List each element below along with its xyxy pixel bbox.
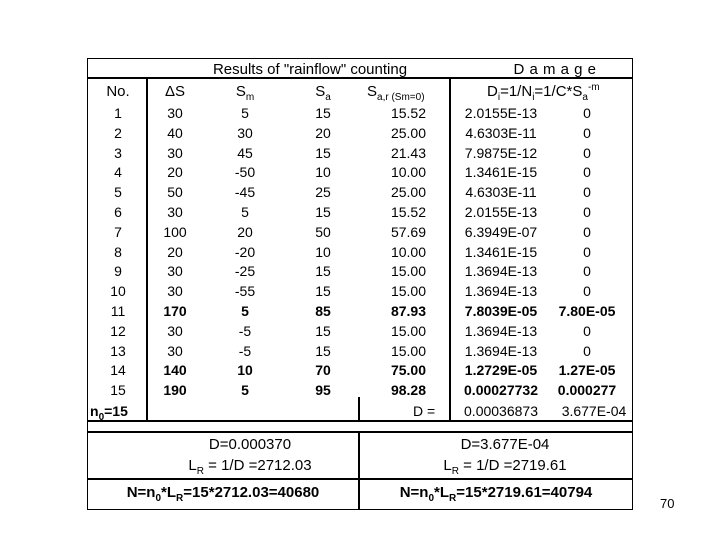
cell-delta-s: 140 [163,362,187,378]
cell-sm: 10 [237,362,253,378]
cell-delta-s: 30 [167,263,183,279]
cell-damage-d1: 1.3461E-15 [464,244,538,260]
cell-sar: 15.52 [390,204,426,220]
cell-no: 12 [110,323,126,339]
cell-damage-d2: 0 [583,283,591,299]
header-sa: $S_a$ [315,83,331,103]
header-delta-s: ΔS [164,83,186,100]
header-no: No. [106,83,130,100]
cell-sa: 10 [315,164,331,180]
cell-damage-d2: 0 [583,224,591,240]
cell-no: 11 [110,303,126,319]
cell-delta-s: 30 [167,283,183,299]
cell-sm: 30 [237,125,253,141]
cell-sm: -50 [234,164,256,180]
cell-no: 13 [110,343,126,359]
cell-damage-d2: 7.80E-05 [558,303,616,319]
cell-damage-d1: 6.3949E-07 [464,224,538,240]
footer-left-life: $L_R = 1/D =2712.03$ [188,457,312,477]
cell-sa: 15 [315,283,331,299]
cell-no: 7 [114,224,122,240]
cell-damage-d2: 0 [583,145,591,161]
cell-sar: 15.00 [390,283,426,299]
cell-sa: 15 [315,105,331,121]
footer-top-line [87,431,633,433]
cell-no: 1 [114,105,122,121]
cell-delta-s: 30 [167,204,183,220]
cell-delta-s: 20 [167,244,183,260]
cell-delta-s: 50 [167,184,183,200]
total-damage-d1: 0.00036873 [464,403,538,419]
cell-damage-d2: 0 [583,184,591,200]
cell-damage-d1: 7.9875E-12 [464,145,538,161]
cell-sar: 21.43 [390,145,426,161]
cell-no: 6 [114,204,122,220]
cell-damage-d1: 1.3694E-13 [464,323,538,339]
cell-sa: 15 [315,145,331,161]
cell-delta-s: 100 [163,224,187,240]
cell-damage-d1: 7.8039E-05 [464,303,538,319]
cell-no: 14 [110,362,126,378]
footer-right-damage: D=3.677E-04 [460,436,550,453]
footer-mid-line [87,478,633,480]
cell-no: 10 [110,283,126,299]
cell-sar: 25.00 [390,125,426,141]
header-sm: $S_m$ [235,83,255,103]
cell-damage-d1: 0.00027732 [464,382,538,398]
cell-damage-d1: 1.3461E-15 [464,164,538,180]
cell-sm: 20 [237,224,253,240]
footer-right-life: $L_R = 1/D =2719.61$ [443,457,567,477]
cell-no: 9 [114,263,122,279]
cell-damage-d2: 0 [583,244,591,260]
cell-sar: 75.00 [390,362,426,378]
cell-sm: 5 [241,105,249,121]
cell-damage-d1: 1.3694E-13 [464,283,538,299]
cell-damage-d2: 0 [583,204,591,220]
cell-sm: -25 [234,263,256,279]
footer-right-cycles: $N=n_0*L_R=15*2719.61=40794$ [399,484,593,504]
footer-left-cycles: $N=n_0*L_R=15*2712.03=40680$ [126,484,320,504]
cell-damage-d1: 2.0155E-13 [464,204,538,220]
cell-damage-d1: 4.6303E-11 [465,125,537,141]
cell-delta-s: 30 [167,145,183,161]
cell-sar: 25.00 [390,184,426,200]
cell-no: 2 [114,125,122,141]
cell-sm: -45 [234,184,256,200]
cell-no: 4 [114,164,122,180]
cell-delta-s: 170 [163,303,187,319]
cell-sa: 10 [315,244,331,260]
cell-sa: 15 [315,263,331,279]
rainflow-title: Results of "rainflow" counting [212,61,408,78]
cell-sm: -55 [234,283,256,299]
damage-title: D a m a g e [513,61,597,78]
header-damage-formula: $D_i=1/N_i=1/C*S_a^{-m}$ [487,82,600,103]
cell-damage-d1: 1.3694E-13 [464,343,538,359]
total-damage-label: D = [413,403,436,419]
cell-sa: 70 [315,362,331,378]
cell-damage-d2: 0 [583,323,591,339]
cell-sa: 95 [315,382,331,398]
cell-sa: 15 [315,204,331,220]
cell-sm: 5 [241,382,249,398]
footer-left-damage: D=0.000370 [208,436,292,453]
cell-damage-d1: 4.6303E-11 [465,184,537,200]
cell-sa: 50 [315,224,331,240]
total-damage-d2: 3.677E-04 [561,403,627,419]
cell-damage-d2: 1.27E-05 [558,362,616,378]
cell-sm: -5 [238,323,252,339]
cell-sar: 10.00 [390,164,426,180]
cell-no: 3 [114,145,122,161]
col-divider-sar [358,397,360,420]
cell-delta-s: 20 [167,164,183,180]
body-bottom-line [87,420,633,422]
cell-sm: 45 [237,145,253,161]
cell-no: 15 [110,382,126,398]
cell-damage-d2: 0 [583,263,591,279]
cell-sar: 87.93 [390,303,426,319]
cell-delta-s: 40 [167,125,183,141]
header-sar: $S_{a,r (Sm=0)}$ [367,83,425,103]
n0-label: $n_0=15$ [90,403,128,423]
cell-delta-s: 30 [167,323,183,339]
cell-sa: 15 [315,323,331,339]
cell-sar: 15.00 [390,343,426,359]
cell-delta-s: 190 [163,382,187,398]
cell-damage-d2: 0 [583,125,591,141]
page-number: 70 [660,496,675,511]
cell-no: 5 [114,184,122,200]
cell-sa: 25 [315,184,331,200]
cell-damage-d2: 0 [583,164,591,180]
cell-damage-d2: 0 [583,343,591,359]
cell-damage-d2: 0 [583,105,591,121]
cell-delta-s: 30 [167,343,183,359]
cell-damage-d1: 1.3694E-13 [464,263,538,279]
cell-sar: 15.52 [390,105,426,121]
cell-sa: 15 [315,343,331,359]
cell-sar: 10.00 [390,244,426,260]
cell-sar: 57.69 [390,224,426,240]
cell-delta-s: 30 [167,105,183,121]
cell-sm: -5 [238,343,252,359]
cell-damage-d2: 0.000277 [557,382,617,398]
cell-sa: 20 [315,125,331,141]
cell-no: 8 [114,244,122,260]
cell-damage-d1: 1.2729E-05 [464,362,538,378]
cell-sar: 98.28 [390,382,426,398]
cell-sm: 5 [241,204,249,220]
cell-sm: 5 [241,303,249,319]
cell-damage-d1: 2.0155E-13 [464,105,538,121]
cell-sar: 15.00 [390,263,426,279]
cell-sm: -20 [234,244,256,260]
cell-sa: 85 [315,303,331,319]
cell-sar: 15.00 [390,323,426,339]
